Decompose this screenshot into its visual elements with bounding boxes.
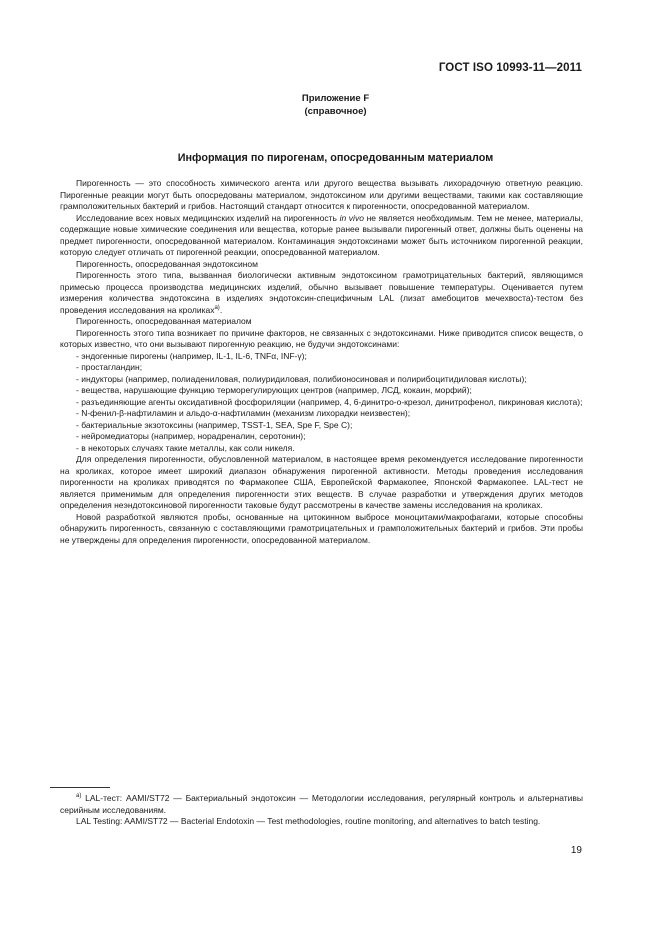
- annex-heading: [0, 92, 661, 118]
- body-text: [60, 178, 583, 546]
- paragraph-definition: Пирогенность — это способность химического агента или другого вещества вызывать лихорадочную ответную реакцию. Пирогенные реакции могут быть опосредованы материалом, эндотоксином или другими веществами, такими как составляющие грамположительных бактерий и грибов. Настоящий стандарт относится к пирогенности, опосредованной материалом.: [60, 178, 583, 211]
- paragraph-in-vivo-end: не является необходимым. Тем не менее, материалы, содержащие новые химические соединения или вещества, которые ранее вызывали пирогенный ответ, должны быть оценены на предмет пирогенности, опосредованной материалом. Контаминация эндотоксинами может быть источником пирогенной реакции, которую следует отличать от пирогенной реакции, опосредованной материалом.: [60, 212, 584, 257]
- list-item: - нейромедиаторы (например, норадреналин, серотонин);: [76, 431, 306, 441]
- subheading-endotoxin: Пирогенность, опосредованная эндотоксином: [76, 258, 258, 269]
- footnote-ru: [60, 793, 583, 816]
- page-number: 19: [570, 845, 582, 856]
- footnote-ru-text: LAL-тест: AAMI/ST72 — Бактериальный эндотоксин — Методологии исследования, регулярный контроль и альтернативы серийным исследованиям.: [60, 793, 583, 815]
- paragraph-endotoxin-text: Пирогенность этого типа, вызванная биологически активным эндотоксином грамотрицательных бактерий, являющимся примесью процесса производства медицинских изделий, обычно вызывает повышение температуры. Оценивается путем измерения количества эндотоксина в изделиях эндотоксин-специфичным LAL (лизат амебоцитов мечехвоста)-тестом без проведения исследования на кроликах: [60, 270, 583, 315]
- footnote-ref: а): [214, 304, 220, 311]
- paragraph-rabbit-test: Для определения пирогенности, обусловленной материалом, в настоящее время рекомендуется исследование пирогенности на кроликах, которое имеет широкий диапазон обнаружения пирогенной активности. Методы проведения исследования пирогенности на кроликах приводятся по Фармакопее США, Европейской Фармакопее, Японской Фармакопее. LAL-тест не является применимым для определения пирогенности этих веществ. В случае разработки и утверждения других методов определения неэндотоксиновой пирогенности таковые будут рассмотрены в качестве замены исследования на кроликах.: [60, 454, 583, 510]
- list-item: - простагландин;: [76, 362, 143, 372]
- paragraph-material: Пирогенность этого типа возникает по причине факторов, не связанных с эндотоксинами. Ниже приводится список веществ, о которых известно, что они вызывают пирогенную реакцию, не будучи эндотоксинами:: [60, 327, 583, 349]
- paragraph-cytokine: Новой разработкой являются пробы, основанные на цитокинном выбросе моноцитами/макрофагами, которые способны обнаружить пирогенность, связанную с составляющими грамотрицательных и грамположительных бактерий и грибов. Эти пробы не утверждены для определения пирогенности, опосредованной материалом.: [60, 511, 583, 545]
- list-item: - вещества, нарушающие функцию терморегулирующих центров (например, ЛСД, кокаин, морфий);: [76, 385, 472, 395]
- list-item: - индукторы (например, полиадениловая, полиуридиловая, полибионосиновая и полирибоцитидиловая кислоты);: [76, 373, 527, 384]
- list-item: - разъединяющие агенты оксидативной фосфориляции (например, 4, 6-динитро-о-крезол, динитрофенол, пикриновая кислота);: [76, 396, 583, 407]
- footnote-marker: а): [76, 793, 82, 800]
- footnote-en: LAL Testing: AAMI/ST72 — Bacterial Endotoxin — Test methodologies, routine monitoring, and alternatives to batch testing.: [76, 816, 541, 826]
- list-item: - эндогенные пирогены (например, IL-1, IL-6, TNFα, INF-γ);: [76, 350, 307, 361]
- list-item: - в некоторых случаях такие металлы, как соли никеля.: [76, 442, 295, 453]
- list-item: - бактериальные экзотоксины (например, TSST-1, SEA, Spe F, Spe C);: [76, 419, 353, 430]
- paragraph-endotoxin-end: .: [219, 304, 223, 315]
- section-title: Информация по пирогенам, опосредованным материалом: [177, 152, 494, 164]
- footnotes: [60, 793, 583, 828]
- annex-title: Приложение F: [301, 93, 370, 104]
- paragraph-in-vivo: [60, 213, 583, 259]
- list-item: - N-фенил-β-нафтиламин и альдо-α-нафтиламин (механизм лихорадки неизвестен);: [76, 408, 411, 418]
- footnote-divider: [50, 787, 110, 788]
- subheading-material: Пирогенность, опосредованная материалом: [76, 316, 252, 326]
- annex-type: (справочное): [304, 106, 367, 117]
- paragraph-in-vivo-start: Исследование всех новых медицинских изделий на пирогенность: [76, 212, 340, 223]
- paragraph-endotoxin: [60, 270, 583, 316]
- standard-designation: ГОСТ ISO 10993-11—2011: [438, 62, 582, 74]
- in-vivo-term: in vivo: [339, 212, 364, 223]
